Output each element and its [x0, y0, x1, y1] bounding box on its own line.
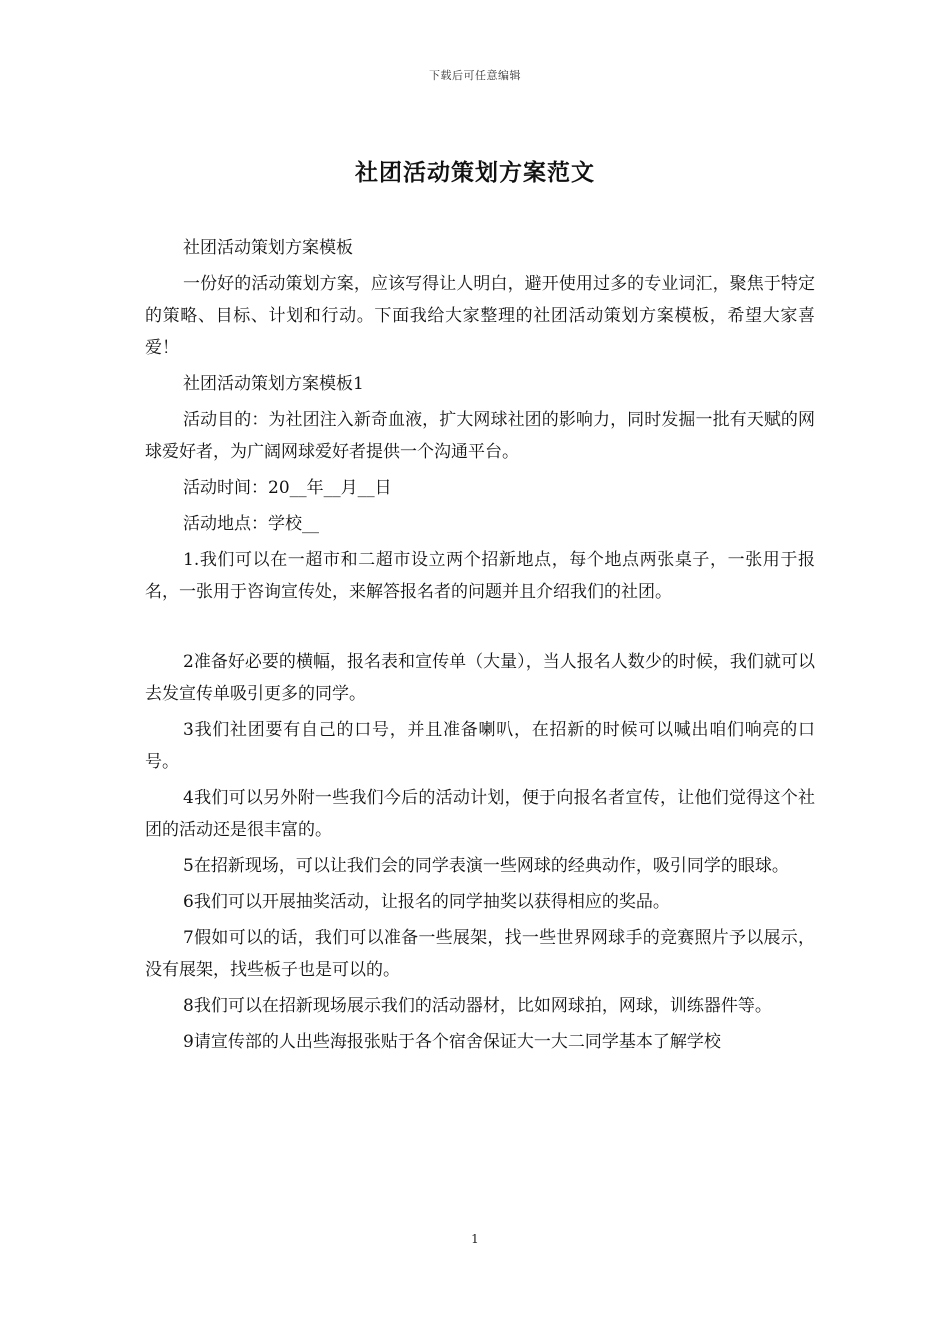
paragraph-item-8: 8我们可以在招新现场展示我们的活动器材，比如网球拍，网球，训练器件等。 — [183, 996, 772, 1016]
paragraph-item-4: 4我们可以另外附一些我们今后的活动计划，便于向报名者宣传，让他们觉得这个社团的活动还是很丰富的。 — [145, 788, 815, 840]
paragraph-subtitle: 社团活动策划方案模板 — [183, 238, 353, 258]
paragraph-location: 活动地点：学校__ — [183, 514, 319, 534]
header-note: 下载后可任意编辑 — [429, 69, 521, 82]
paragraph-item-9: 9请宣传部的人出些海报张贴于各个宿舍保证大一大二同学基本了解学校 — [183, 1032, 721, 1052]
paragraph-time: 活动时间：20__年__月__日 — [183, 478, 392, 498]
paragraph-item-5: 5在招新现场，可以让我们会的同学表演一些网球的经典动作，吸引同学的眼球。 — [183, 856, 789, 876]
document-title: 社团活动策划方案范文 — [355, 159, 595, 186]
paragraph-item-6: 6我们可以开展抽奖活动，让报名的同学抽奖以获得相应的奖品。 — [183, 892, 670, 912]
paragraph-item-1: 1.我们可以在一超市和二超市设立两个招新地点，每个地点两张桌子，一张用于报名，一张用于咨询宣传处，来解答报名者的问题并且介绍我们的社团。 — [145, 550, 815, 602]
paragraph-item-3: 3我们社团要有自己的口号，并且准备喇叭，在招新的时候可以喊出咱们响亮的口号。 — [145, 720, 815, 772]
paragraph-intro: 一份好的活动策划方案，应该写得让人明白，避开使用过多的专业词汇，聚焦于特定的策略、目标、计划和行动。下面我给大家整理的社团活动策划方案模板，希望大家喜爱！ — [145, 274, 815, 358]
paragraph-item-2: 2准备好必要的横幅，报名表和宣传单（大量），当人报名人数少的时候，我们就可以去发宣传单吸引更多的同学。 — [145, 652, 815, 704]
document-body — [145, 232, 815, 1062]
paragraph-item-7: 7假如可以的话，我们可以准备一些展架，找一些世界网球手的竞赛照片予以展示，没有展架，找些板子也是可以的。 — [145, 928, 815, 980]
blank-line — [145, 612, 815, 646]
paragraph-purpose: 活动目的：为社团注入新奇血液，扩大网球社团的影响力，同时发掘一批有天赋的网球爱好者，为广阔网球爱好者提供一个沟通平台。 — [145, 410, 815, 462]
paragraph-template-heading: 社团活动策划方案模板1 — [183, 374, 364, 394]
page-number: 1 — [471, 1232, 479, 1246]
